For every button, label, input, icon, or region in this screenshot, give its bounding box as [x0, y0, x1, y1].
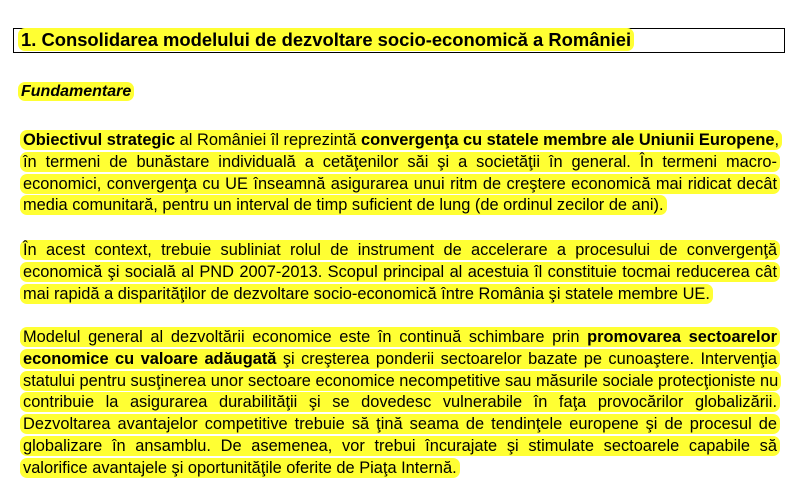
subheading-text: Fundamentare: [18, 82, 134, 101]
paragraph-model: [20, 327, 780, 480]
paragraph-context-text: În acest context, trebuie subliniat rolul de instrument de accelerare a procesului de convergenţă economică şi socială al PND 2007-2013. Scopul principal al acestuia îl constituie tocmai reducerea cât mai rapidă a disparităţilor de dezvoltare socio-economică între România şi statele membre UE.: [20, 240, 780, 304]
bold-phrase: promovarea sectoarelor economice cu valoare adăugată: [23, 328, 777, 368]
text-run: al României îl reprezintă: [175, 131, 361, 149]
text-run: , în termeni de bunăstare individuală a cetăţenilor săi şi a societăţii în general. În termeni macro-economici, convergenţa cu UE înseamnă asigurarea unui ritm de creştere economică mai ridicat decât media comunitară, pentru un interval de timp suficient de lung (de ordinul zecilor de ani).: [23, 131, 780, 215]
paragraph-context: [20, 240, 780, 305]
bold-phrase: convergenţa cu statele membre ale Uniunii Europene: [360, 131, 775, 149]
paragraph-model-text: [20, 327, 781, 478]
paragraph-objective-text: [20, 130, 782, 215]
section-heading: [18, 30, 634, 50]
paragraph-objective: [20, 130, 780, 217]
heading-text: 1. Consolidarea modelului de dezvoltare socio-economică a României: [18, 28, 634, 51]
text-run: şi creşterea ponderii sectoarelor bazate pe cunoaştere. Intervenţia statului pentru susţinerea unor sectoare economice necompetitive sau măsurile sociale protecţioniste nu contribuie la asigurarea durabilităţii şi se dovedesc vulnerabile în faţa provocărilor globalizării. Dezvoltarea avantajelor competitive trebuie să ţină seama de tendinţele europene şi de procesul de globalizare în ansamblu. De asemenea, vor trebui încurajate şi stimulate sectoarele capabile să valorifice avantajele şi oportunităţile oferite de Piaţa Internă.: [23, 349, 779, 477]
text-run: Modelul general al dezvoltării economice este în continuă schimbare prin: [23, 328, 588, 346]
bold-phrase: Obiectivul strategic: [23, 131, 176, 149]
subheading: [18, 82, 134, 102]
